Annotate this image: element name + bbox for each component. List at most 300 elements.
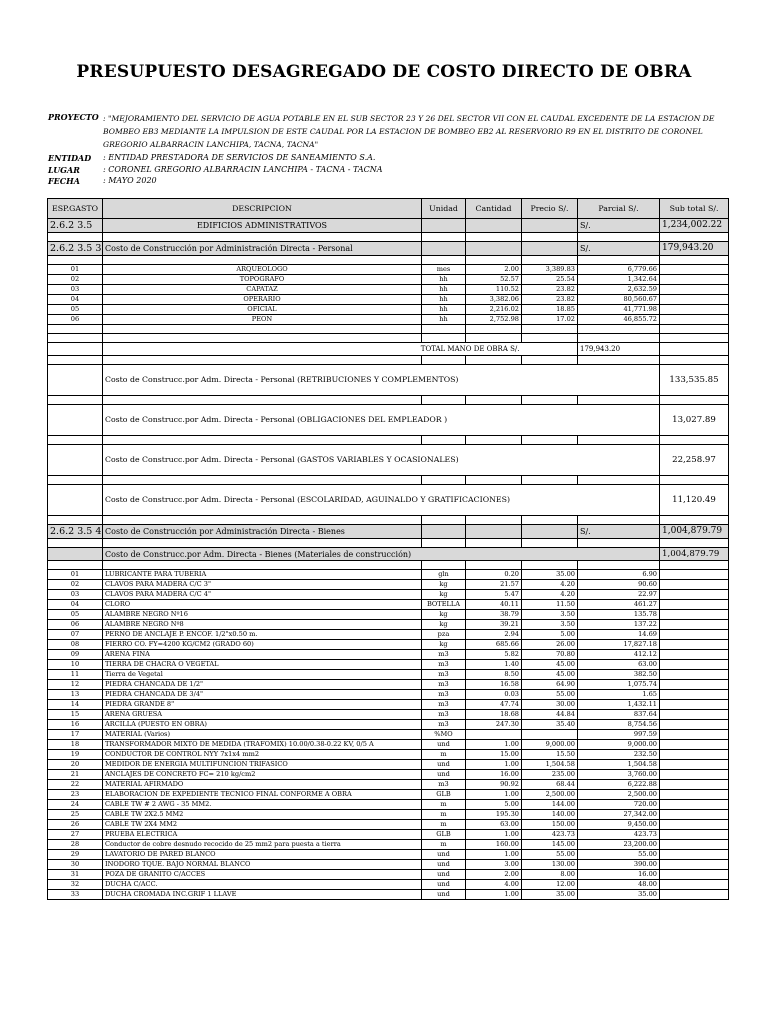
item-quantity: 5.47 [466,590,522,600]
blank-row [48,516,729,525]
item-subtotal [660,630,729,640]
item-subtotal [660,840,729,850]
item-price: 64.90 [522,680,578,690]
item-description: ANCLAJES DE CONCRETO FC= 210 kg/cm2 [103,770,422,780]
item-description: PRUEBA ELECTRICA [103,830,422,840]
item-unit: m3 [422,700,466,710]
item-number: 03 [48,590,103,600]
item-unit: hh [422,315,466,325]
item-description: ARQUEOLOGO [103,265,422,275]
item-parcial: 232.50 [578,750,660,760]
item-description: PEON [103,315,422,325]
item-parcial: 23,200.00 [578,840,660,850]
item-unit: m [422,810,466,820]
item-description: CONDUCTOR DE CONTROL NYY 7x1x4 mm2 [103,750,422,760]
table-row [48,780,729,790]
bienes-group-description: Costo de Construcc.por Adm. Directa - Bienes (Materiales de construcción) [103,548,660,561]
item-price: 26.00 [522,640,578,650]
lugar-label: LUGAR [48,165,80,175]
item-parcial: 35.00 [578,890,660,900]
item-parcial: 423.73 [578,830,660,840]
item-price: 35.40 [522,720,578,730]
section-subtotal: 179,943.20 [660,242,729,256]
item-number: 25 [48,810,103,820]
table-row [48,570,729,580]
item-parcial: 837.64 [578,710,660,720]
item-quantity: 40.11 [466,600,522,610]
item-quantity: 16.00 [466,770,522,780]
item-price: 130.00 [522,860,578,870]
item-quantity: 160.00 [466,840,522,850]
lugar-value: : CORONEL GREGORIO ALBARRACIN LANCHIPA - TACNA - TACNA [103,165,383,174]
item-parcial: 9,000.00 [578,740,660,750]
item-quantity: 247.30 [466,720,522,730]
section-desc: Costo de Construcción por Administración Directa - Personal [103,242,422,256]
table-row [48,890,729,900]
item-parcial: 2,500.00 [578,790,660,800]
item-price: 144.00 [522,800,578,810]
table-row [48,770,729,780]
item-description: TOPOGRAFO [103,275,422,285]
item-number: 04 [48,600,103,610]
item-subtotal [660,780,729,790]
item-price: 15.50 [522,750,578,760]
item-quantity: 0.20 [466,570,522,580]
item-number: 10 [48,660,103,670]
item-parcial: 17,827.18 [578,640,660,650]
section-currency: S/. [578,525,660,539]
item-price: 8.00 [522,870,578,880]
item-parcial: 720.00 [578,800,660,810]
table-row [48,630,729,640]
item-parcial: 997.59 [578,730,660,740]
item-number: 18 [48,740,103,750]
blank-row [48,476,729,485]
item-subtotal [660,860,729,870]
item-quantity: 39.21 [466,620,522,630]
item-subtotal [660,710,729,720]
item-parcial: 16.00 [578,870,660,880]
item-description: ARCILLA (PUESTO EN OBRA) [103,720,422,730]
table-row [48,710,729,720]
item-quantity: 1.00 [466,760,522,770]
item-description: CLAVOS PARA MADERA C/C 4" [103,590,422,600]
item-parcial: 2,632.59 [578,285,660,295]
item-price: 30.00 [522,700,578,710]
item-number: 29 [48,850,103,860]
item-subtotal [660,790,729,800]
item-number: 11 [48,670,103,680]
item-unit: m3 [422,650,466,660]
item-price: 3.50 [522,610,578,620]
table-row [48,800,729,810]
item-subtotal [660,880,729,890]
item-description: PIEDRA CHANCADA DE 3/4" [103,690,422,700]
item-description: DUCHA C/ACC. [103,880,422,890]
table-row [48,650,729,660]
item-subtotal [660,620,729,630]
item-price: 5.00 [522,630,578,640]
section-row-edificios [48,219,729,233]
item-price [522,730,578,740]
item-parcial: 6,779.66 [578,265,660,275]
item-description: TIERRA DE CHACRA O VEGETAL [103,660,422,670]
item-unit: kg [422,580,466,590]
item-parcial: 48.00 [578,880,660,890]
item-subtotal [660,670,729,680]
item-price: 23.82 [522,285,578,295]
item-description: PIEDRA GRANDE 8" [103,700,422,710]
item-subtotal [660,265,729,275]
item-quantity: 16.58 [466,680,522,690]
item-quantity: 18.68 [466,710,522,720]
entidad-value: : ENTIDAD PRESTADORA DE SERVICIOS DE SANEAMIENTO S.A. [103,153,376,162]
table-row [48,740,729,750]
item-quantity: 2.00 [466,265,522,275]
item-unit: kg [422,590,466,600]
item-subtotal [660,690,729,700]
item-unit: gln [422,570,466,580]
item-quantity: 1.00 [466,830,522,840]
table-row [48,600,729,610]
item-quantity: 110.52 [466,285,522,295]
item-quantity: 38.79 [466,610,522,620]
item-quantity: 685.66 [466,640,522,650]
item-parcial: 1.65 [578,690,660,700]
header-subtotal: Sub total S/. [660,199,729,219]
item-price: 140.00 [522,810,578,820]
section-code: 2.6.2 3.5 3 [48,242,103,256]
table-header-row [48,199,729,219]
item-price: 11.50 [522,600,578,610]
item-unit: m3 [422,720,466,730]
labor-total-row [48,343,729,356]
table-row [48,640,729,650]
item-quantity: 1.00 [466,850,522,860]
item-price: 35.00 [522,890,578,900]
item-number: 01 [48,570,103,580]
item-price: 150.00 [522,820,578,830]
item-parcial: 80,560.67 [578,295,660,305]
header-esp-gasto: ESP.GASTO [48,199,103,219]
item-parcial: 8,754.56 [578,720,660,730]
group-subtotal: 11,120.49 [660,485,729,516]
item-subtotal [660,275,729,285]
labor-total-value: 179,943.20 [578,343,660,356]
item-subtotal [660,660,729,670]
item-number: 20 [48,760,103,770]
table-row [48,870,729,880]
item-subtotal [660,640,729,650]
item-subtotal [660,760,729,770]
table-row [48,305,729,315]
proyecto-value: : "MEJORAMIENTO DEL SERVICIO DE AGUA POTABLE EN EL SUB SECTOR 23 Y 26 DEL SECTOR VII CON EL CAUDAL EXCEDENTE DE LA ESTACION DE BOMBEO EB3 MEDIANTE LA IMPULSION DE ESTE CAUDAL POR LA ESTACION DE BOMBEO EB2 AL RESERVORIO R9 EN EL DISTRITO DE CORONEL GREGORIO ALBARRACIN LANCHIPA, TACNA, TACNA" [103,114,715,149]
item-number: 26 [48,820,103,830]
item-unit: %MO [422,730,466,740]
group-row [48,405,729,436]
blank-row [48,561,729,570]
item-parcial: 41,771.98 [578,305,660,315]
table-row [48,580,729,590]
item-parcial: 382.50 [578,670,660,680]
item-price: 145.00 [522,840,578,850]
item-quantity: 15.00 [466,750,522,760]
section-code: 2.6.2 3.5 4 [48,525,103,539]
item-description: CLAVOS PARA MADERA C/C 3" [103,580,422,590]
blank-row [48,539,729,548]
item-quantity: 52.57 [466,275,522,285]
item-number: 12 [48,680,103,690]
table-row [48,860,729,870]
section-currency: S/. [578,242,660,256]
item-quantity: 1.00 [466,790,522,800]
item-unit: m3 [422,680,466,690]
item-description: OFICIAL [103,305,422,315]
item-parcial: 1,075.74 [578,680,660,690]
item-quantity [466,730,522,740]
item-description: ALAMBRE NEGRO Nº8 [103,620,422,630]
item-quantity: 63.00 [466,820,522,830]
item-price: 2,500.00 [522,790,578,800]
header-precio: Precio S/. [522,199,578,219]
section-subtotal: 1,234,002.22 [660,219,729,233]
item-price: 423.73 [522,830,578,840]
item-number: 05 [48,610,103,620]
item-unit: hh [422,275,466,285]
item-unit: und [422,880,466,890]
item-quantity: 47.74 [466,700,522,710]
item-price: 4.20 [522,580,578,590]
table-row [48,840,729,850]
table-row [48,285,729,295]
item-subtotal [660,820,729,830]
item-price: 12.00 [522,880,578,890]
table-row [48,670,729,680]
item-subtotal [660,750,729,760]
item-price: 17.02 [522,315,578,325]
item-quantity: 2.00 [466,870,522,880]
item-number: 08 [48,640,103,650]
section-row-personal [48,242,729,256]
item-parcial: 9,450.00 [578,820,660,830]
item-parcial: 1,342.64 [578,275,660,285]
group-description: Costo de Construcc.por Adm. Directa - Personal (GASTOS VARIABLES Y OCASIONALES) [103,445,660,476]
item-description: ARENA GRUESA [103,710,422,720]
item-unit: GLB [422,790,466,800]
blank-row [48,334,729,343]
item-quantity: 21.57 [466,580,522,590]
item-subtotal [660,700,729,710]
fecha-label: FECHA [48,176,80,186]
item-number: 16 [48,720,103,730]
item-quantity: 1.40 [466,660,522,670]
item-description: CAPATAZ [103,285,422,295]
item-unit: m3 [422,690,466,700]
item-parcial: 63.00 [578,660,660,670]
item-number: 06 [48,315,103,325]
item-unit: hh [422,285,466,295]
item-parcial: 22.97 [578,590,660,600]
item-subtotal [660,720,729,730]
item-unit: und [422,740,466,750]
item-quantity: 2,752.98 [466,315,522,325]
item-number: 04 [48,295,103,305]
table-row [48,610,729,620]
item-quantity: 2,216.02 [466,305,522,315]
item-parcial: 27,342.00 [578,810,660,820]
group-subtotal: 13,027.89 [660,405,729,436]
proyecto-label: PROYECTO [48,112,99,122]
item-description: PIEDRA CHANCADA DE 1/2" [103,680,422,690]
item-unit: und [422,770,466,780]
group-subtotal: 133,535.85 [660,365,729,396]
header-descripcion: DESCRIPCION [103,199,422,219]
table-row [48,275,729,285]
table-row [48,720,729,730]
item-subtotal [660,770,729,780]
blank-row [48,396,729,405]
item-number: 09 [48,650,103,660]
table-row [48,700,729,710]
fecha-value: : MAYO 2020 [103,176,157,185]
item-quantity: 0.03 [466,690,522,700]
table-row [48,880,729,890]
item-unit: kg [422,610,466,620]
table-row [48,820,729,830]
item-description: LUBRICANTE PARA TUBERIA [103,570,422,580]
item-parcial: 135.78 [578,610,660,620]
budget-table [47,198,729,900]
item-number: 13 [48,690,103,700]
item-parcial: 14.69 [578,630,660,640]
table-row [48,690,729,700]
item-description: LAVATORIO DE PARED BLANCO [103,850,422,860]
item-unit: und [422,890,466,900]
item-description: INODORO TQUE. BAJO NORMAL BLANCO [103,860,422,870]
item-description: FIERRO CO. FY=4200 KG/CM2 (GRADO 60) [103,640,422,650]
item-subtotal [660,610,729,620]
item-subtotal [660,680,729,690]
budget-table-body [48,199,729,900]
item-description: CABLE TW 2X2.5 MM2 [103,810,422,820]
section-desc: Costo de Construcción por Administración Directa - Bienes [103,525,422,539]
table-row [48,265,729,275]
item-unit: kg [422,640,466,650]
item-price: 55.00 [522,690,578,700]
item-unit: m [422,840,466,850]
item-price: 235.00 [522,770,578,780]
table-row [48,750,729,760]
item-number: 02 [48,580,103,590]
item-price: 44.84 [522,710,578,720]
item-price: 4.20 [522,590,578,600]
item-unit: und [422,860,466,870]
group-row [48,365,729,396]
item-price: 23.82 [522,295,578,305]
bienes-group-subtotal: 1,004,879.79 [660,548,729,561]
section-row-bienes [48,525,729,539]
table-row [48,790,729,800]
item-parcial: 3,760.00 [578,770,660,780]
item-unit: m [422,820,466,830]
item-subtotal [660,570,729,580]
item-price: 45.00 [522,660,578,670]
table-row [48,660,729,670]
item-description: PERNO DE ANCLAJE P. ENCOF. 1/2"x0.50 m. [103,630,422,640]
table-row [48,850,729,860]
item-parcial: 6,222.88 [578,780,660,790]
item-quantity: 5.82 [466,650,522,660]
blank-row [48,325,729,334]
item-quantity: 8.50 [466,670,522,680]
section-desc: EDIFICIOS ADMINISTRATIVOS [103,219,422,233]
item-unit: m [422,800,466,810]
item-description: DUCHA CROMADA INC.GRIF 1 LLAVE [103,890,422,900]
item-number: 30 [48,860,103,870]
item-number: 02 [48,275,103,285]
group-row [48,485,729,516]
table-row [48,295,729,305]
item-number: 19 [48,750,103,760]
item-quantity: 1.00 [466,740,522,750]
item-number: 24 [48,800,103,810]
item-quantity: 195.30 [466,810,522,820]
item-price: 68.44 [522,780,578,790]
group-description: Costo de Construcc.por Adm. Directa - Personal (OBLIGACIONES DEL EMPLEADOR ) [103,405,660,436]
item-number: 03 [48,285,103,295]
item-number: 01 [48,265,103,275]
table-row [48,680,729,690]
blank-row [48,356,729,365]
item-quantity: 2.94 [466,630,522,640]
table-row [48,315,729,325]
item-parcial: 137.22 [578,620,660,630]
item-subtotal [660,830,729,840]
item-subtotal [660,315,729,325]
item-unit: und [422,870,466,880]
group-description: Costo de Construcc.por Adm. Directa - Personal (RETRIBUCIONES Y COMPLEMENTOS) [103,365,660,396]
item-price: 3.50 [522,620,578,630]
item-parcial: 1,504.58 [578,760,660,770]
item-description: CABLE TW # 2 AWG - 35 MM2. [103,800,422,810]
section-currency: S/. [578,219,660,233]
item-description: Conductor de cobre desnudo recocido de 25 mm2 para puesta a tierra [103,840,422,850]
table-row [48,830,729,840]
item-number: 27 [48,830,103,840]
bienes-group-row [48,548,729,561]
item-price: 70.80 [522,650,578,660]
item-price: 35.00 [522,570,578,580]
item-price: 18.85 [522,305,578,315]
item-description: MATERIAL (Varios) [103,730,422,740]
item-subtotal [660,740,729,750]
header-unidad: Unidad [422,199,466,219]
item-parcial: 6.90 [578,570,660,580]
item-description: MEDIDOR DE ENERGIA MULTIFUNCION TRIFASICO [103,760,422,770]
item-unit: hh [422,305,466,315]
item-unit: pza [422,630,466,640]
item-price: 25.54 [522,275,578,285]
item-subtotal [660,285,729,295]
item-quantity: 90.92 [466,780,522,790]
item-unit: hh [422,295,466,305]
section-subtotal: 1,004,879.79 [660,525,729,539]
item-description: ALAMBRE NEGRO Nº16 [103,610,422,620]
group-description: Costo de Construcc.por Adm. Directa - Personal (ESCOLARIDAD, AGUINALDO Y GRATIFICACIONES) [103,485,660,516]
item-subtotal [660,295,729,305]
item-description: POZA DE GRANITO C/ACCES [103,870,422,880]
section-code: 2.6.2 3.5 [48,219,103,233]
